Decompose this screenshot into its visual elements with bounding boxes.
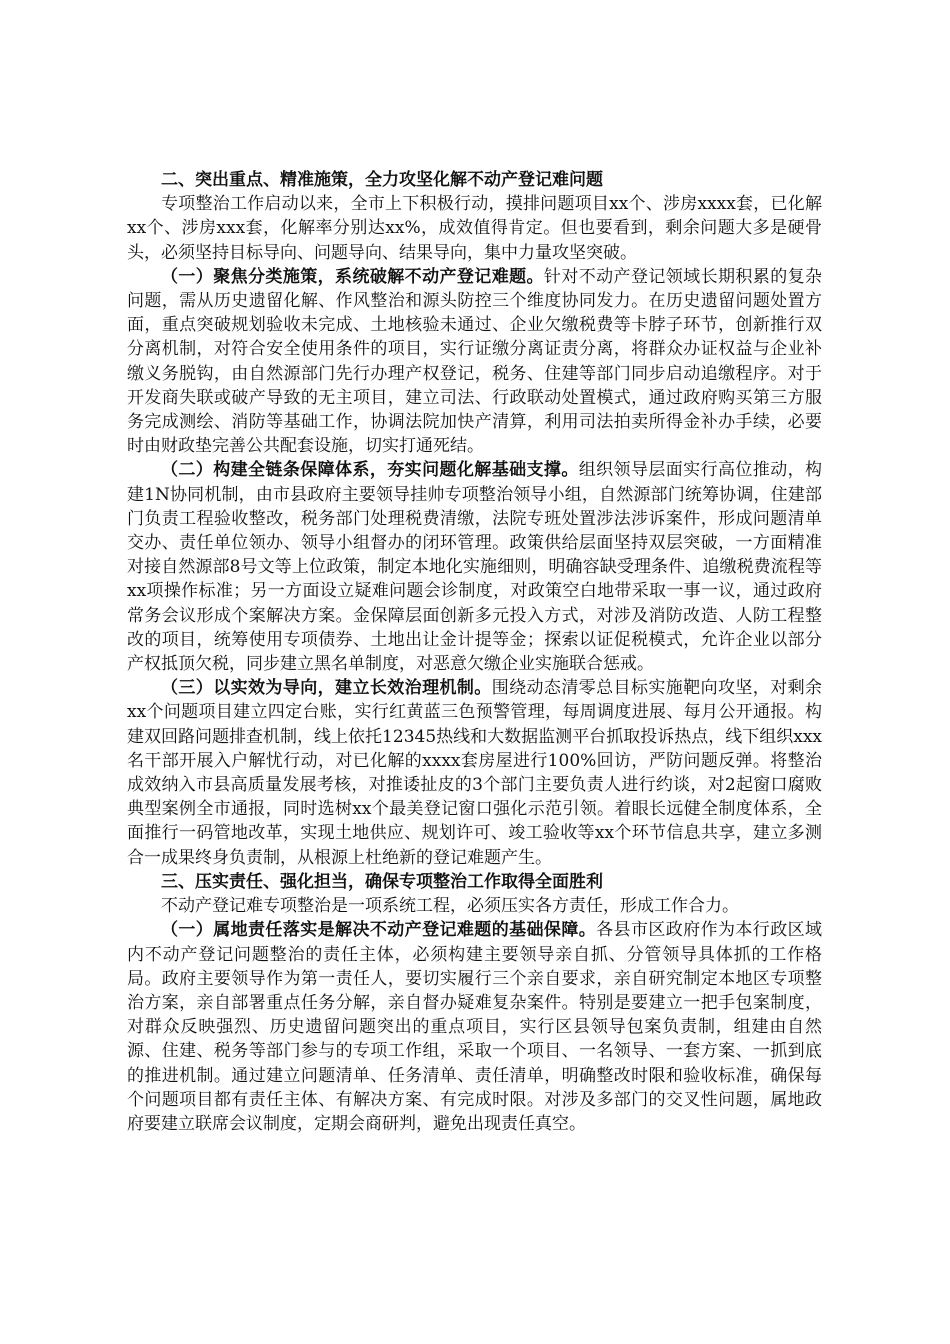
document-body (127, 168, 822, 1136)
section-3-intro: 不动产登记难专项整治是一项系统工程，必须压实各方责任，形成工作合力。 (161, 896, 739, 917)
section-2-item-1-body: 针对不动产登记领域长期积累的复杂问题，需从历史遗留化解、作风整治和源头防控三个维度协同发力。在历史遗留问题处置方面，重点突破规划验收未完成、土地核验未通过、企业欠缴税费等卡脖子环节，创新推行双分离机制，对符合安全使用条件的项目，实行证缴分离证责分离，将群众办证权益与企业补缴义务脱钩，由自然源部门先行办理产权登记，税务、住建等部门同步启动追缴程序。对于开发商失联或破产导致的无主项目，建立司法、行政联动处置模式，通过政府购买第三方服务完成测绘、消防等基础工作，协调法院加快产清算，利用司法拍卖所得金补办手续，必要时由财政垫完善公共配套设施，切实打通死结。 (127, 266, 823, 457)
section-2-intro: 专项整治工作启动以来，全市上下积极行动，摸排问题项目xx个、涉房xxxx套，已化解xx个、涉房xxx套，化解率分别达xx%，成效值得肯定。但也要看到，剩余问题大多是硬骨头，必须坚持目标导向、问题导向、结果导向，集中力量攻坚突破。 (127, 194, 822, 263)
section-2-heading: 二、突出重点、精准施策，全力攻坚化解不动产登记难问题 (161, 170, 603, 190)
section-2-item-2 (127, 458, 822, 676)
section-2-item-3-title: （三）以实效为导向，建立长效治理机制。 (161, 678, 492, 699)
section-3-heading: 三、压实责任、强化担当，确保专项整治工作取得全面胜利 (161, 871, 603, 892)
section-3-item-1 (127, 918, 822, 1136)
section-2-item-3 (127, 676, 822, 870)
section-2-item-1 (127, 265, 822, 459)
section-3-item-1-title: （一）属地责任落实是解决不动产登记难题的基础保障。 (161, 920, 597, 941)
section-2-item-3-body: 围绕动态清零总目标实施靶向攻坚，对剩余xx个问题项目建立四定台账，实行红黄蓝三色预警管理，每周调度进展、每月公开通报。构建双回路问题排查机制，线上依托12345热线和大数据监测平台抓取投诉热点，线下组织xxx名干部开展入户解忧行动，对已化解的xxxx套房屋进行100%回访，严防问题反弹。将整治成效纳入市县高质量发展考核，对推诿扯皮的3个部门主要负责人进行约谈，对2起窗口腐败典型案例全市通报，同时选树xx个最美登记窗口强化示范引领。着眼长远健全制度体系，全面推行一码管地改革，实现土地供应、规划许可、竣工验收等xx个环节信息共享，建立多测合一成果终身负责制，从根源上杜绝新的登记难题产生。 (127, 678, 822, 868)
section-3-item-1-body: 各县市区政府作为本行政区域内不动产登记问题整治的责任主体，必须构建主要领导亲自抓、分管领导具体抓的工作格局。政府主要领导作为第一责任人，要切实履行三个亲自要求，亲自研究制定本地区专项整治方案，亲自部署重点任务分解，亲自督办疑难复杂案件。特别是要建立一把手包案制度，对群众反映强烈、历史遗留问题突出的重点项目，实行区县领导包案负责制，组建由自然源、住建、税务等部门参与的专项工作组，采取一个项目、一名领导、一套方案、一抓到底的推进机制。通过建立问题清单、任务清单、责任清单，明确整改时限和验收标准，确保每个问题项目都有责任主体、有解决方案、有完成时限。对涉及多部门的交叉性问题，属地政府要建立联席会议制度，定期会商研判，避免出现责任真空。 (127, 920, 823, 1134)
section-2-item-2-title: （二）构建全链条保障体系，夯实问题化解基础支撑。 (161, 460, 579, 481)
section-2-item-2-body: 组织领导层面实行高位推动，构建1N协同机制，由市县政府主要领导挂帅专项整治领导小组，自然源部门统筹协调，住建部门负责工程验收整改，税务部门处理税费清缴，法院专班处置涉法涉诉案件，形成问题清单交办、责任单位领办、领导小组督办的闭环管理。政策供给层面坚持双层突破，一方面精准对接自然源部8号文等上位政策，制定本地化实施细则，明确容缺受理条件、追缴税费流程等xx项操作标准；另一方面设立疑难问题会诊制度，对政策空白地带采取一事一议，通过政府常务会议形成个案解决方案。金保障层面创新多元投入方式，对涉及消防改造、人防工程整改的项目，统筹使用专项债券、土地出让金计提等金；探索以证促税模式，允许企业以部分产权抵顶欠税，同步建立黑名单制度，对恶意欠缴企业实施联合惩戒。 (127, 460, 823, 675)
section-2-item-1-title: （一）聚焦分类施策，系统破解不动产登记难题。 (161, 266, 544, 287)
